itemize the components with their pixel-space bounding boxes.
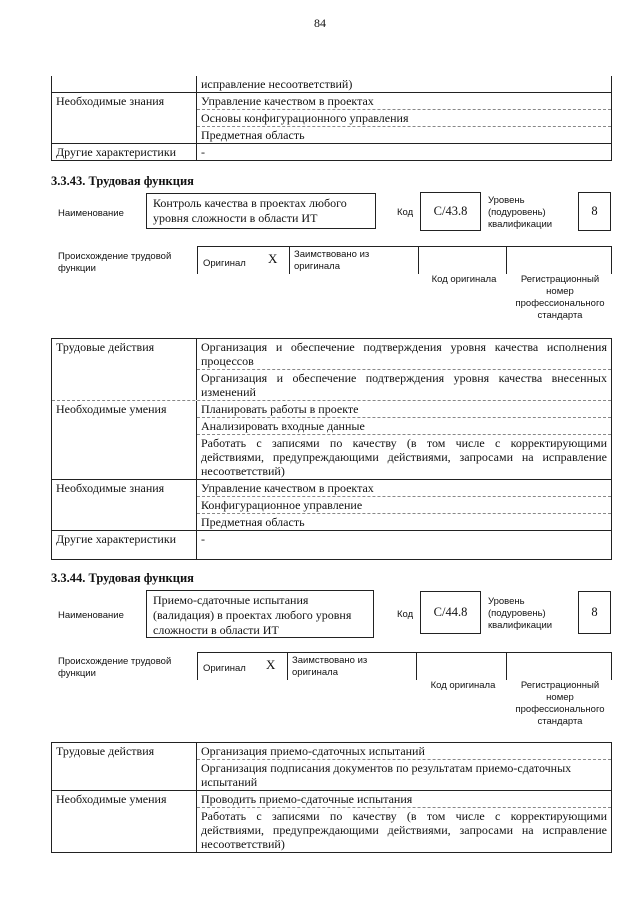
table-row [52, 109, 611, 126]
code-value-box: С/43.8 [420, 192, 481, 231]
level-value-box: 8 [578, 591, 611, 634]
table-cell-value: - [201, 532, 205, 546]
table-cell-label: Трудовые действия [52, 339, 197, 369]
top-table [51, 76, 612, 161]
table-cell-value: Анализировать входные данные [197, 417, 611, 434]
table-cell-value: Управление качеством в проектах [201, 481, 374, 495]
table-cell-value: Организация приемо-сдаточных испытаний [201, 744, 425, 758]
table-row [52, 807, 611, 853]
original-mark: X [268, 251, 278, 266]
original-label: Оригинал [203, 663, 246, 674]
table-row [52, 513, 611, 530]
table-row [52, 434, 611, 479]
table-cell-value: Организация и обеспечение подтверждения уровня качества исполнения процессов [201, 340, 607, 368]
section-title: 3.3.43. Трудовая функция [51, 174, 194, 188]
table-row [52, 76, 611, 92]
section-43-table [51, 338, 612, 560]
table-cell-label [52, 496, 197, 513]
origin-label: Происхождение трудовой функции [58, 656, 172, 679]
table-cell-label [52, 369, 197, 400]
table-cell-label: Необходимые умения [52, 791, 197, 807]
table-row [52, 417, 611, 434]
original-label: Оригинал [203, 258, 246, 269]
table-cell-label [52, 434, 197, 479]
reg-number-label: Регистрационный номер профессионального стандарта [515, 680, 605, 727]
reg-number-label: Регистрационный номер профессионального стандарта [515, 274, 605, 321]
table-cell-label: Необходимые знания [52, 480, 197, 496]
table-cell-value: исправление несоответствий) [201, 77, 353, 91]
page-number: 84 [314, 16, 326, 30]
table-cell-label [52, 513, 197, 530]
table-row [52, 338, 611, 369]
origin-label: Происхождение трудовой функции [58, 251, 172, 274]
code-value-box: С/44.8 [420, 591, 481, 634]
level-label: Уровень (подуровень) квалификации [488, 596, 553, 631]
table-cell-label [52, 126, 197, 143]
code-label: Код [397, 609, 414, 620]
table-cell-value: Основы конфигурационного управления [197, 109, 611, 126]
borrowed-label: Заимствовано из оригинала [292, 655, 368, 678]
table-cell-label [52, 759, 197, 790]
table-cell-label [52, 109, 197, 126]
table-cell-label [52, 807, 197, 852]
table-row [52, 400, 611, 417]
table-cell-value: Организация и обеспечение подтверждения уровня качества внесенных изменений [197, 369, 611, 400]
table-row [52, 790, 611, 807]
section-44-table [51, 742, 612, 853]
section-title: 3.3.44. Трудовая функция [51, 571, 194, 585]
table-cell-label: Необходимые знания [52, 93, 197, 109]
table-row [52, 496, 611, 513]
level-label: Уровень (подуровень) квалификации [488, 195, 553, 230]
original-mark: X [266, 657, 276, 672]
table-row [52, 759, 611, 790]
table-cell-label: Необходимые умения [52, 401, 197, 417]
table-cell-value: Управление качеством в проектах [201, 94, 374, 108]
table-row [52, 126, 611, 143]
table-row [52, 479, 611, 496]
table-cell-value: Конфигурационное управление [197, 496, 611, 513]
code-label: Код [397, 207, 414, 218]
table-row [52, 530, 611, 560]
table-cell-value: Работать с записями по качеству (в том числе с корректирующими действиями, предупреждающими действиями, запросами на исправление несоответствий) [197, 434, 611, 479]
origin-frame [197, 652, 612, 680]
table-cell-value: Предметная область [197, 126, 611, 143]
function-name-box: Приемо-сдаточные испытания (валидация) в проектах любого уровня сложности в области ИТ [146, 590, 374, 638]
table-cell-label: Другие характеристики [52, 144, 197, 160]
table-cell-label [52, 76, 197, 92]
table-row [52, 143, 611, 161]
borrowed-label: Заимствовано из оригинала [294, 249, 370, 272]
table-cell-value: Предметная область [197, 513, 611, 530]
table-cell-label: Другие характеристики [52, 531, 197, 559]
table-cell-value: Организация подписания документов по результатам приемо-сдаточных испытаний [197, 759, 611, 790]
table-cell-value: Работать с записями по качеству (в том числе с корректирующими действиями, предупреждающими действиями, запросами на исправление несоответствий) [197, 807, 611, 852]
table-row [52, 742, 611, 759]
code-original-label: Код оригинала [430, 680, 496, 691]
code-original-label: Код оригинала [431, 274, 497, 285]
table-cell-label: Трудовые действия [52, 743, 197, 759]
origin-frame [197, 246, 612, 274]
name-label: Наименование [58, 208, 124, 219]
function-name-box: Контроль качества в проектах любого уровня сложности в области ИТ [146, 193, 376, 229]
table-row [52, 92, 611, 109]
table-cell-value: Планировать работы в проекте [201, 402, 359, 416]
name-label: Наименование [58, 610, 124, 621]
table-cell-label [52, 417, 197, 434]
table-row [52, 369, 611, 400]
level-value-box: 8 [578, 192, 611, 231]
table-cell-value: Проводить приемо-сдаточные испытания [201, 792, 413, 806]
table-cell-value: - [201, 145, 205, 159]
